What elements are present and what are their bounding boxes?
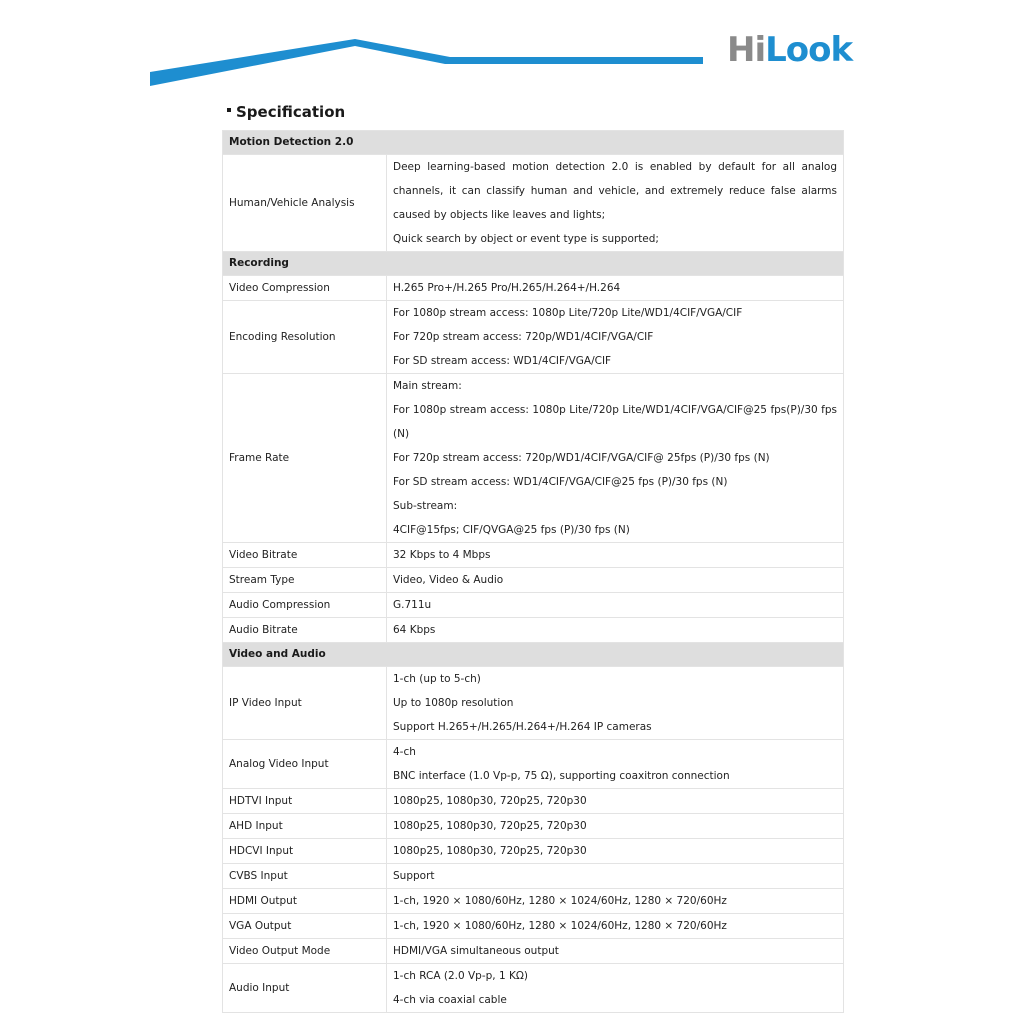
section-title: Recording — [223, 252, 844, 276]
spec-value-line: HDMI/VGA simultaneous output — [393, 945, 559, 957]
spec-label: Audio Input — [223, 964, 387, 1013]
spec-value-line: Support — [393, 870, 435, 882]
spec-value-line: H.265 Pro+/H.265 Pro/H.265/H.264+/H.264 — [393, 282, 621, 294]
spec-value-line: Support H.265+/H.265/H.264+/H.264 IP cameras — [393, 721, 652, 733]
spec-label: AHD Input — [223, 814, 387, 839]
spec-value-line: Sub-stream: — [393, 500, 458, 512]
spec-label: Video Output Mode — [223, 939, 387, 964]
spec-label: Video Bitrate — [223, 543, 387, 568]
spec-value — [387, 864, 844, 889]
spec-value-line: 1080p25, 1080p30, 720p25, 720p30 — [393, 795, 587, 807]
spec-value-line: For 720p stream access: 720p/WD1/4CIF/VGA/CIF — [393, 331, 654, 343]
section-header-row — [223, 252, 844, 276]
spec-row — [223, 839, 844, 864]
section-header-row — [223, 131, 844, 155]
spec-label: HDMI Output — [223, 889, 387, 914]
spec-label: Frame Rate — [223, 374, 387, 543]
spec-value — [387, 814, 844, 839]
spec-label: HDTVI Input — [223, 789, 387, 814]
spec-value-line: Video, Video & Audio — [393, 574, 504, 586]
spec-value-line: 4CIF@15fps; CIF/QVGA@25 fps (P)/30 fps (N) — [393, 524, 630, 536]
spec-value-line: 64 Kbps — [393, 624, 436, 636]
spec-label: IP Video Input — [223, 667, 387, 740]
spec-value — [387, 667, 844, 740]
spec-value-line: 1-ch, 1920 × 1080/60Hz, 1280 × 1024/60Hz, 1280 × 720/60Hz — [393, 895, 727, 907]
page-title: Specification — [227, 101, 345, 123]
spec-value-line: For 720p stream access: 720p/WD1/4CIF/VGA/CIF@ 25fps (P)/30 fps (N) — [393, 452, 770, 464]
spec-value — [387, 593, 844, 618]
spec-value — [387, 543, 844, 568]
spec-row — [223, 667, 844, 740]
spec-row — [223, 618, 844, 643]
spec-label: Analog Video Input — [223, 740, 387, 789]
spec-row — [223, 543, 844, 568]
spec-value-line: 1-ch, 1920 × 1080/60Hz, 1280 × 1024/60Hz, 1280 × 720/60Hz — [393, 920, 727, 932]
spec-row — [223, 568, 844, 593]
spec-value-line: For SD stream access: WD1/4CIF/VGA/CIF — [393, 355, 612, 367]
spec-label: CVBS Input — [223, 864, 387, 889]
spec-row — [223, 814, 844, 839]
spec-value — [387, 889, 844, 914]
spec-value-line: G.711u — [393, 599, 432, 611]
spec-label: Audio Bitrate — [223, 618, 387, 643]
spec-row — [223, 740, 844, 789]
spec-value-line: 1-ch RCA (2.0 Vp-p, 1 KΩ) — [393, 970, 528, 982]
spec-value — [387, 964, 844, 1013]
spec-row — [223, 301, 844, 374]
spec-value-line: 1080p25, 1080p30, 720p25, 720p30 — [393, 820, 587, 832]
spec-value — [387, 740, 844, 789]
spec-value — [387, 618, 844, 643]
spec-label: Stream Type — [223, 568, 387, 593]
spec-row — [223, 374, 844, 543]
spec-value-line: BNC interface (1.0 Vp-p, 75 Ω), supporting coaxitron connection — [393, 770, 730, 782]
specification-table — [222, 130, 844, 1013]
spec-label: Human/Vehicle Analysis — [223, 155, 387, 252]
section-title: Video and Audio — [223, 643, 844, 667]
spec-row — [223, 889, 844, 914]
spec-value-line: For SD stream access: WD1/4CIF/VGA/CIF@25 fps (P)/30 fps (N) — [393, 476, 728, 488]
spec-row — [223, 914, 844, 939]
spec-value — [387, 155, 844, 252]
spec-value — [387, 276, 844, 301]
spec-value-line: Deep learning-based motion detection 2.0 is enabled by default for all analog channels, it can classify human and vehicle, and extremely reduce false alarms caused by objects like leaves and lights; — [393, 161, 838, 221]
spec-label: Video Compression — [223, 276, 387, 301]
spec-value — [387, 374, 844, 543]
spec-value-line: 1080p25, 1080p30, 720p25, 720p30 — [393, 845, 587, 857]
spec-row — [223, 276, 844, 301]
spec-row — [223, 964, 844, 1013]
spec-value-line: 4-ch — [393, 746, 416, 758]
hilook-logo: HiLook — [727, 30, 853, 70]
section-header-row — [223, 643, 844, 667]
spec-row — [223, 864, 844, 889]
spec-label: HDCVI Input — [223, 839, 387, 864]
spec-value — [387, 839, 844, 864]
spec-value-line: 4-ch via coaxial cable — [393, 994, 507, 1006]
spec-label: Audio Compression — [223, 593, 387, 618]
spec-row — [223, 789, 844, 814]
spec-value-line: 32 Kbps to 4 Mbps — [393, 549, 491, 561]
spec-value — [387, 789, 844, 814]
spec-label: VGA Output — [223, 914, 387, 939]
spec-value-line: Main stream: — [393, 380, 462, 392]
spec-row — [223, 939, 844, 964]
spec-value-line: Up to 1080p resolution — [393, 697, 514, 709]
spec-value-line: 1-ch (up to 5-ch) — [393, 673, 481, 685]
spec-row — [223, 593, 844, 618]
spec-row — [223, 155, 844, 252]
spec-value — [387, 568, 844, 593]
spec-value-line: Quick search by object or event type is supported; — [393, 233, 659, 245]
bullet-icon — [227, 108, 231, 112]
spec-label: Encoding Resolution — [223, 301, 387, 374]
spec-value — [387, 939, 844, 964]
banner-stripe — [150, 39, 703, 86]
spec-value-line: For 1080p stream access: 1080p Lite/720p Lite/WD1/4CIF/VGA/CIF — [393, 307, 743, 319]
spec-value — [387, 914, 844, 939]
spec-value — [387, 301, 844, 374]
header-banner — [0, 0, 1024, 100]
section-title: Motion Detection 2.0 — [223, 131, 844, 155]
spec-value-line: For 1080p stream access: 1080p Lite/720p Lite/WD1/4CIF/VGA/CIF@25 fps(P)/30 fps (N) — [393, 404, 838, 440]
